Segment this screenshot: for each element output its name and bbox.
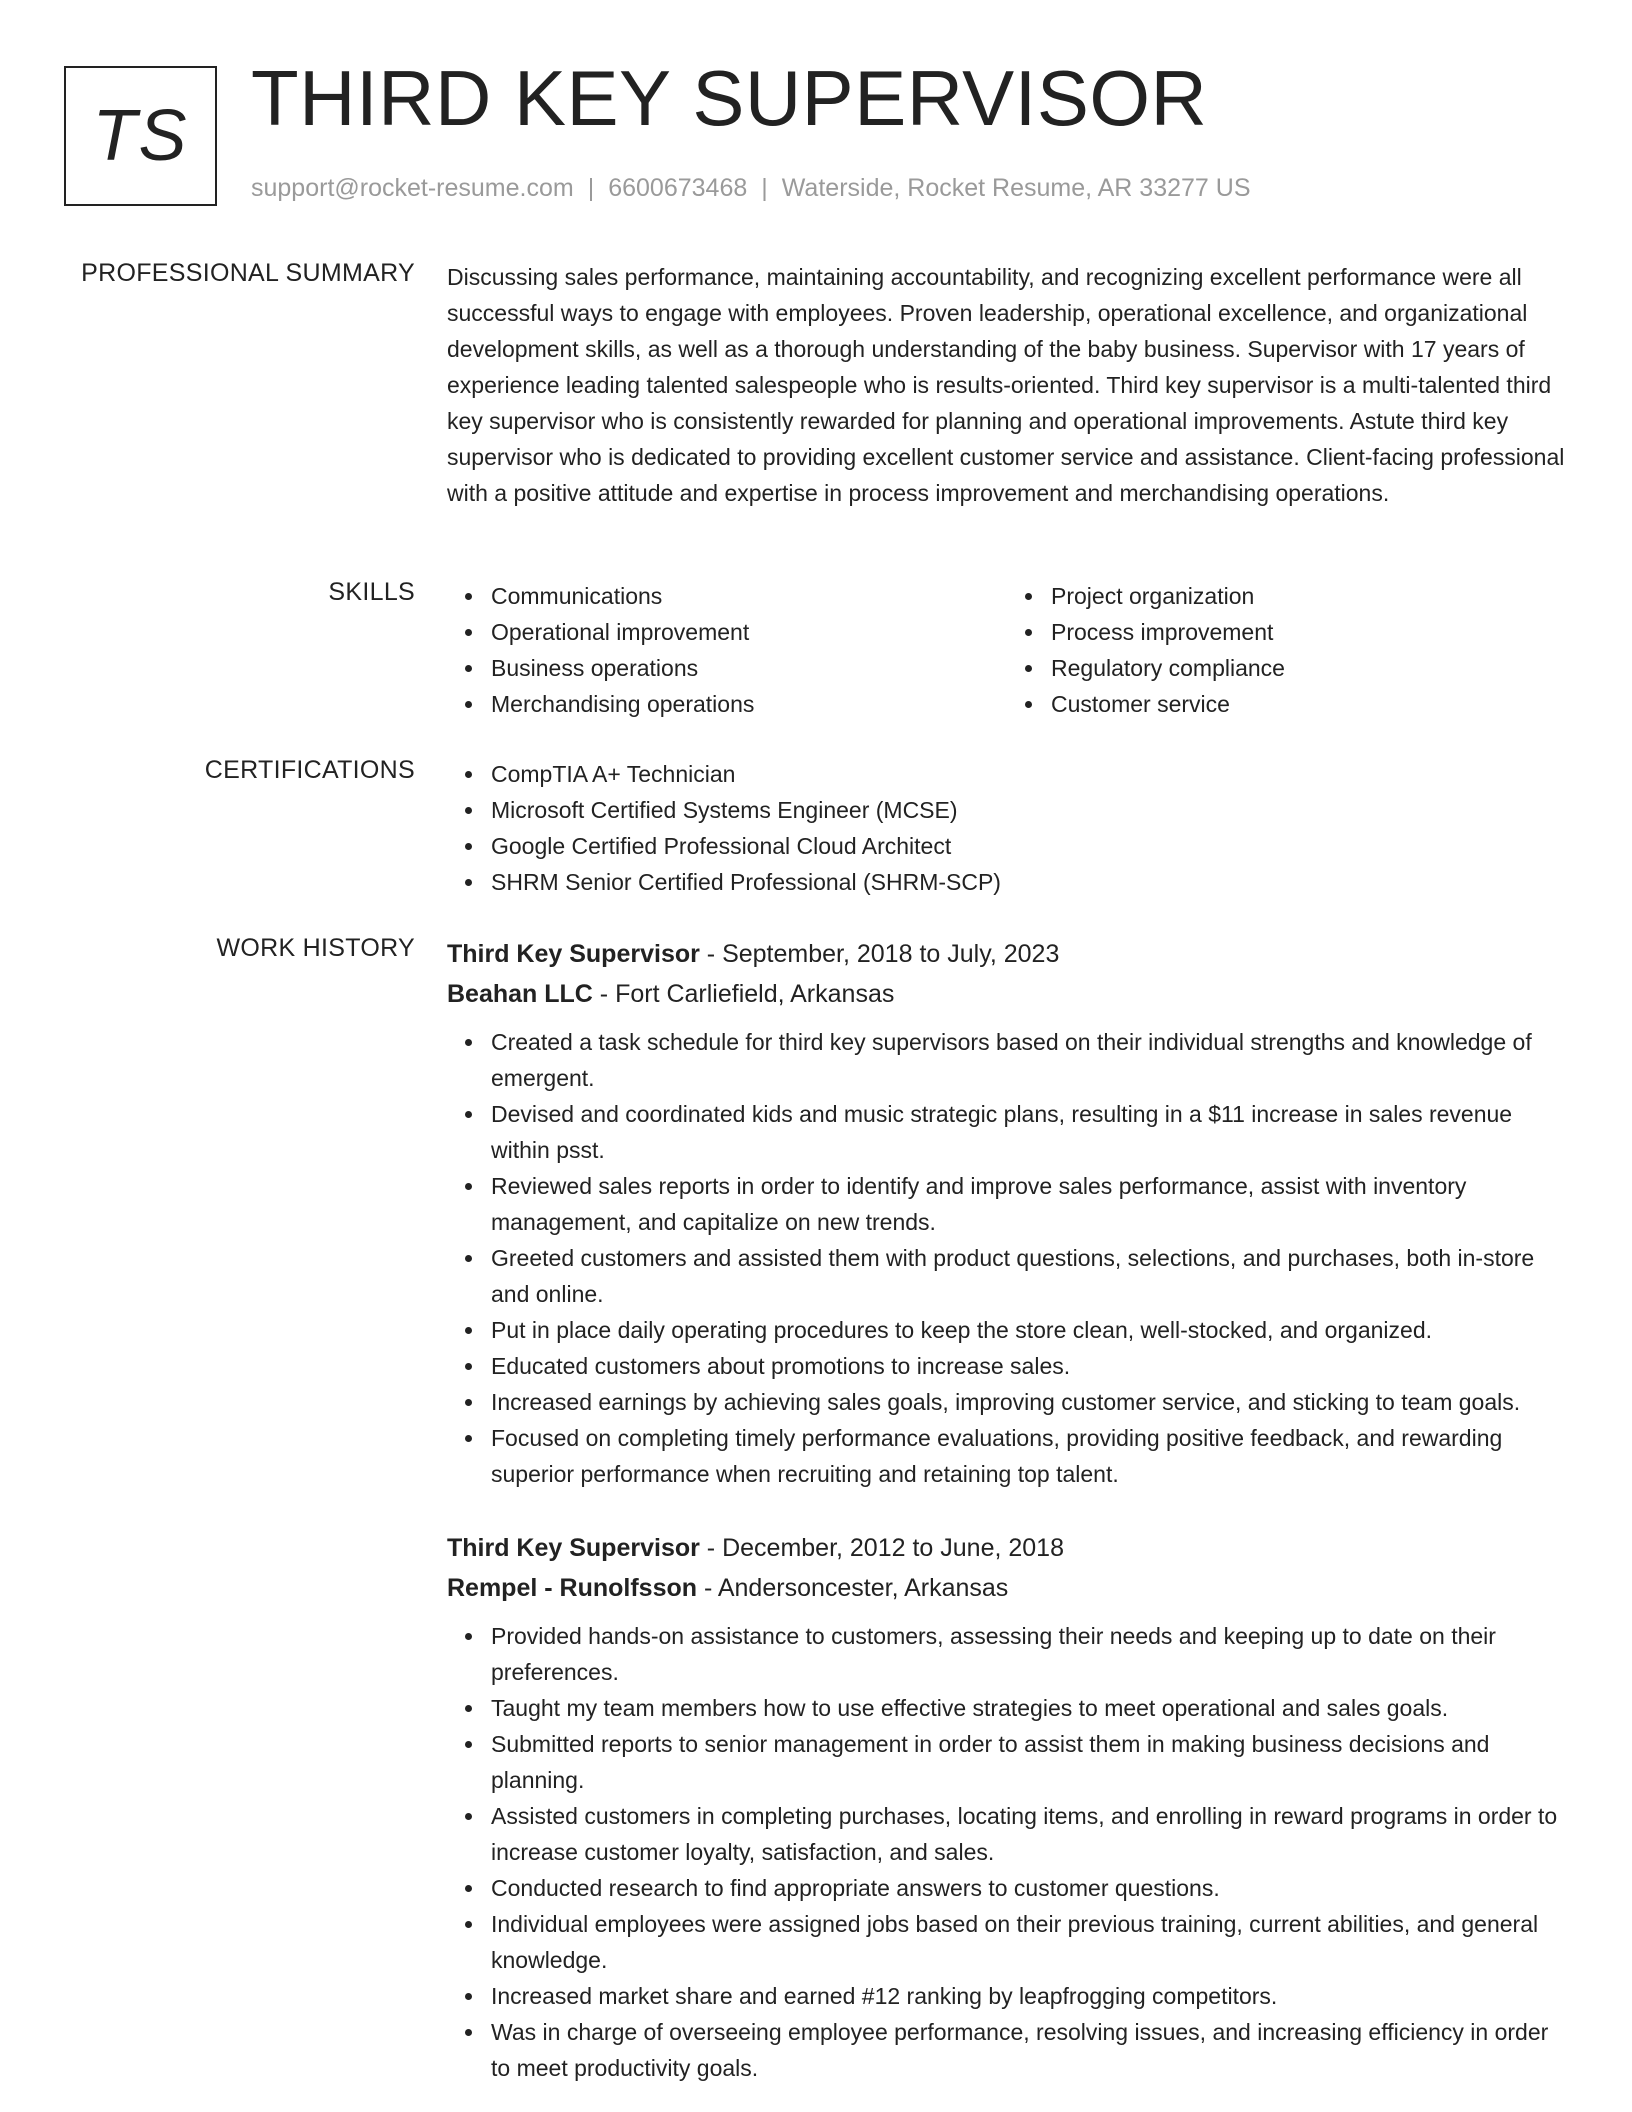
job-title-line bbox=[447, 934, 1567, 974]
skills-list-right bbox=[1007, 578, 1567, 722]
skills-body bbox=[447, 578, 1567, 722]
job-title: Third Key Supervisor bbox=[447, 1534, 700, 1562]
section-label: PROFESSIONAL SUMMARY bbox=[81, 259, 415, 287]
job-duty: Devised and coordinated kids and music strategic plans, resulting in a $11 increase in sales revenue within psst. bbox=[491, 1096, 1567, 1168]
skill-item: Project organization bbox=[1051, 578, 1567, 614]
contact-email: support@rocket-resume.com bbox=[251, 174, 574, 202]
contact-line bbox=[251, 174, 1251, 203]
job-duty: Increased market share and earned #12 ranking by leapfrogging competitors. bbox=[491, 1978, 1567, 2014]
job-duty: Assisted customers in completing purchases, locating items, and enrolling in reward programs in order to increase customer loyalty, satisfaction, and sales. bbox=[491, 1798, 1567, 1870]
job-duty: Created a task schedule for third key supervisors based on their individual strengths and knowledge of emergent. bbox=[491, 1024, 1567, 1096]
work-history-body bbox=[447, 934, 1567, 2086]
job-duty: Educated customers about promotions to increase sales. bbox=[491, 1348, 1567, 1384]
job-title-line bbox=[447, 1528, 1567, 1568]
candidate-name: THIRD KEY SUPERVISOR bbox=[251, 54, 1208, 142]
job-title: Third Key Supervisor bbox=[447, 940, 700, 968]
skill-item: Business operations bbox=[491, 650, 1007, 686]
job-duty: Focused on completing timely performance evaluations, providing positive feedback, and rewarding superior performance when recruiting and retaining top talent. bbox=[491, 1420, 1567, 1492]
skill-item: Regulatory compliance bbox=[1051, 650, 1567, 686]
job-duty: Conducted research to find appropriate answers to customer questions. bbox=[491, 1870, 1567, 1906]
job-duty: Submitted reports to senior management in order to assist them in making business decisions and planning. bbox=[491, 1726, 1567, 1798]
skill-item: Merchandising operations bbox=[491, 686, 1007, 722]
summary-body bbox=[447, 259, 1567, 511]
skill-item: Customer service bbox=[1051, 686, 1567, 722]
job-entry bbox=[447, 1528, 1567, 2086]
section-label: WORK HISTORY bbox=[216, 934, 415, 962]
certifications-body bbox=[447, 756, 1567, 900]
job-duty: Put in place daily operating procedures to keep the store clean, well-stocked, and organized. bbox=[491, 1312, 1567, 1348]
certification-item: CompTIA A+ Technician bbox=[491, 756, 1567, 792]
section-label: CERTIFICATIONS bbox=[204, 756, 415, 784]
skill-item: Communications bbox=[491, 578, 1007, 614]
section-label: SKILLS bbox=[328, 578, 415, 606]
job-dates: - December, 2012 to June, 2018 bbox=[699, 1534, 1064, 1562]
job-duty: Reviewed sales reports in order to identify and improve sales performance, assist with inventory management, and capitalize on new trends. bbox=[491, 1168, 1567, 1240]
contact-separator: | bbox=[587, 174, 595, 202]
certification-item: Google Certified Professional Cloud Architect bbox=[491, 828, 1567, 864]
monogram-initials: TS bbox=[92, 96, 189, 176]
job-duty: Taught my team members how to use effective strategies to meet operational and sales goals. bbox=[491, 1690, 1567, 1726]
contact-address: Waterside, Rocket Resume, AR 33277 US bbox=[781, 174, 1251, 202]
skill-item: Process improvement bbox=[1051, 614, 1567, 650]
job-duties-list bbox=[447, 1024, 1567, 1492]
job-location: - Andersoncester, Arkansas bbox=[697, 1574, 1009, 1602]
job-entry bbox=[447, 934, 1567, 1492]
job-duty: Was in charge of overseeing employee performance, resolving issues, and increasing efficiency in order to meet productivity goals. bbox=[491, 2014, 1567, 2086]
job-duty: Provided hands-on assistance to customers, assessing their needs and keeping up to date on their preferences. bbox=[491, 1618, 1567, 1690]
monogram-box bbox=[64, 66, 217, 206]
job-company: Rempel - Runolfsson bbox=[447, 1574, 698, 1602]
job-duty: Individual employees were assigned jobs based on their previous training, current abilities, and general knowledge. bbox=[491, 1906, 1567, 1978]
skill-item: Operational improvement bbox=[491, 614, 1007, 650]
certification-item: Microsoft Certified Systems Engineer (MCSE) bbox=[491, 792, 1567, 828]
job-dates: - September, 2018 to July, 2023 bbox=[699, 940, 1060, 968]
job-duties-list bbox=[447, 1618, 1567, 2086]
contact-phone: 6600673468 bbox=[608, 174, 748, 202]
contact-separator: | bbox=[761, 174, 768, 202]
job-company: Beahan LLC bbox=[447, 980, 593, 1008]
job-company-line bbox=[447, 974, 1567, 1014]
job-duty: Greeted customers and assisted them with product questions, selections, and purchases, both in-store and online. bbox=[491, 1240, 1567, 1312]
job-location: - Fort Carliefield, Arkansas bbox=[592, 980, 895, 1008]
skills-list-left bbox=[447, 578, 1007, 722]
summary-text: Discussing sales performance, maintaining accountability, and recognizing excellent performance were all successful ways to engage with employees. Proven leadership, operational excellence, and organizational development skills, as well as a thorough understanding of the baby business. Supervisor with 17 years of experience leading talented salespeople who is results-oriented. Third key supervisor is a multi-talented third key supervisor who is consistently rewarded for planning and operational improvements. Astute third key supervisor who is dedicated to providing excellent customer service and assistance. Client-facing professional with a positive attitude and expertise in process improvement and merchandising operations. bbox=[447, 264, 1565, 506]
certifications-list bbox=[447, 756, 1567, 900]
job-company-line bbox=[447, 1568, 1567, 1608]
certification-item: SHRM Senior Certified Professional (SHRM-SCP) bbox=[491, 864, 1567, 900]
job-duty: Increased earnings by achieving sales goals, improving customer service, and sticking to team goals. bbox=[491, 1384, 1567, 1420]
